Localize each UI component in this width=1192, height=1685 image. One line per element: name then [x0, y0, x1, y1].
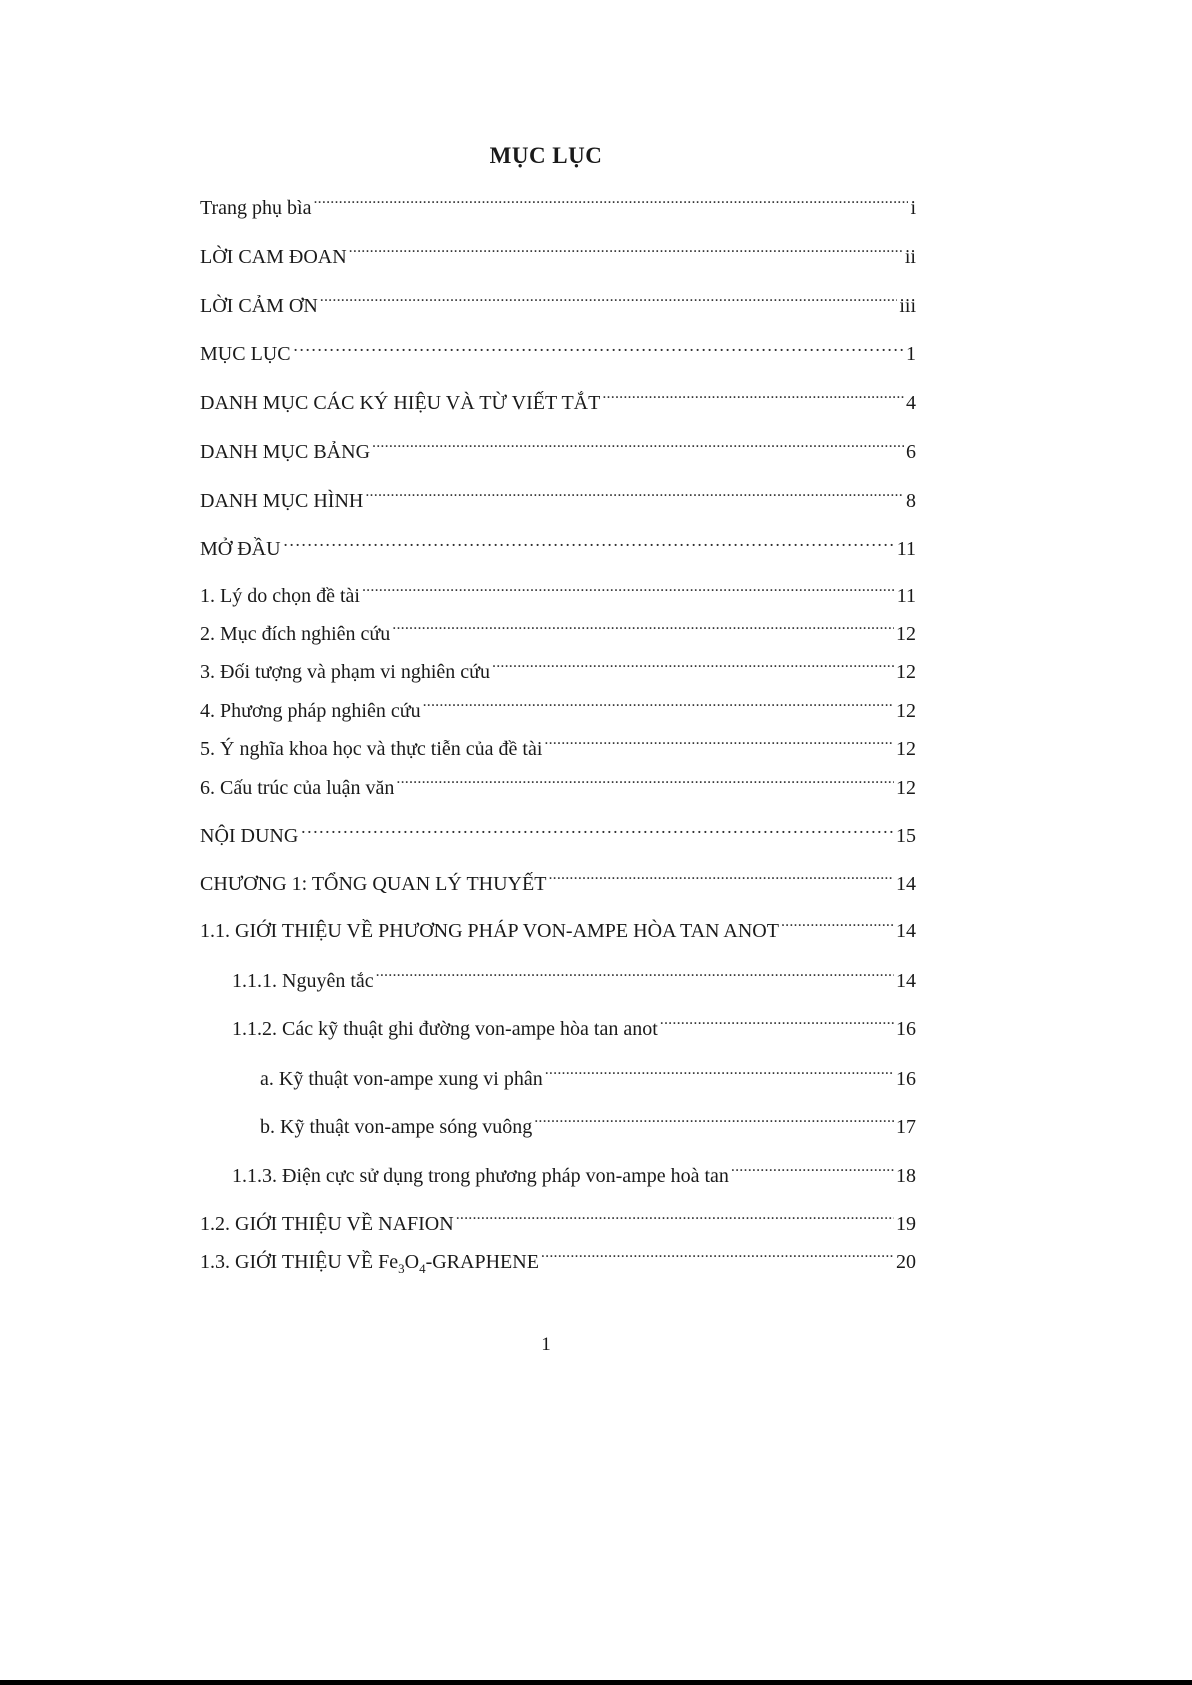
toc-entry-label: LỜI CAM ĐOAN [200, 246, 347, 268]
dot-leader [548, 860, 894, 890]
toc-entry[interactable] [200, 330, 916, 365]
toc-entry-label: 4. Phương pháp nghiên cứu [200, 700, 421, 722]
dot-leader [372, 428, 904, 458]
toc-entry-page: 20 [896, 1251, 916, 1273]
toc-entry[interactable] [200, 610, 916, 645]
toc-entry[interactable] [200, 725, 916, 760]
label-part: 1.3. GIỚI THIỆU VỀ Fe [200, 1251, 399, 1273]
dot-leader [660, 1005, 894, 1035]
toc-entry-page: 16 [896, 1068, 916, 1090]
toc-entry-page: 14 [896, 920, 916, 942]
dot-leader [349, 233, 903, 263]
toc-entry-label: 1.1.2. Các kỹ thuật ghi đường von-ampe hòa tan anot [232, 1018, 658, 1040]
toc-entry-page: 11 [896, 538, 916, 560]
toc-entry-page: 18 [896, 1165, 916, 1187]
toc-entry-label: 5. Ý nghĩa khoa học và thực tiễn của đề tài [200, 738, 543, 760]
ellipsis-leader [300, 812, 894, 842]
toc-entry-label: 1.1.3. Điện cực sử dụng trong phương pháp von-ampe hoà tan [232, 1165, 729, 1187]
ellipsis-leader [293, 330, 904, 360]
toc-entry-label: 1. Lý do chọn đề tài [200, 585, 360, 607]
toc-entry-label: NỘI DUNG [200, 825, 299, 847]
toc-entry-label: 1.2. GIỚI THIỆU VỀ NAFION [200, 1213, 454, 1235]
toc-entry-page: 12 [896, 623, 916, 645]
toc-entry-label: MỞ ĐẦU [200, 538, 281, 560]
toc-entry-page: 14 [896, 873, 916, 895]
bottom-divider [0, 1680, 1192, 1685]
subscript: 3 [398, 1261, 405, 1276]
toc-entry-label: 1.1.1. Nguyên tắc [232, 970, 374, 992]
toc-entry-page: i [910, 197, 916, 219]
dot-leader [376, 957, 894, 987]
toc-entry-label [200, 1247, 541, 1277]
toc-entry-page: 11 [896, 585, 916, 607]
dot-leader [396, 764, 894, 794]
dot-leader [365, 477, 904, 507]
ellipsis-leader [283, 525, 895, 555]
toc-entry-page: 12 [896, 700, 916, 722]
toc-entry-page: ii [904, 246, 916, 268]
dot-leader [492, 648, 894, 678]
toc-title: MỤC LỤC [489, 143, 603, 168]
dot-leader [544, 725, 894, 755]
toc-entry[interactable] [200, 1238, 916, 1276]
toc-entry-page: 17 [896, 1116, 916, 1138]
toc-entry[interactable] [200, 1103, 916, 1138]
dot-leader [731, 1152, 894, 1182]
toc-entry-label: MỤC LỤC [200, 343, 291, 365]
toc-entry-page: 16 [896, 1018, 916, 1040]
toc-entry[interactable] [200, 687, 916, 722]
toc-entry-label: a. Kỹ thuật von-ampe xung vi phân [260, 1068, 543, 1090]
toc-entry-label: DANH MỤC BẢNG [200, 441, 371, 463]
toc-entry[interactable] [200, 907, 916, 942]
toc-entry-label: 6. Cấu trúc của luận văn [200, 777, 395, 799]
toc-entry[interactable] [200, 1200, 916, 1235]
page-number: 1 [541, 1334, 551, 1355]
dot-leader [423, 687, 894, 717]
toc-entry[interactable] [200, 1005, 916, 1040]
toc-entry-page: 6 [906, 441, 916, 463]
dot-leader [534, 1103, 894, 1133]
dot-leader [456, 1200, 894, 1230]
toc-entry[interactable] [200, 812, 916, 847]
toc-entry[interactable] [200, 233, 916, 268]
toc-entry[interactable] [200, 860, 916, 895]
toc-entry-label: Trang phụ bìa [200, 197, 312, 219]
dot-leader [362, 572, 895, 602]
toc-entry[interactable] [200, 379, 916, 414]
toc-entry-page: 4 [906, 392, 916, 414]
toc-entry[interactable] [200, 525, 916, 560]
toc-entry[interactable] [200, 957, 916, 992]
toc-entry-page: 12 [896, 661, 916, 683]
toc-entry[interactable] [200, 184, 916, 219]
toc-entry[interactable] [200, 572, 916, 607]
toc-entry-page: 12 [896, 777, 916, 799]
toc-entry[interactable] [200, 282, 916, 317]
dot-leader [313, 184, 908, 214]
toc-entry-label: LỜI CẢM ƠN [200, 295, 318, 317]
toc-entry-label: CHƯƠNG 1: TỔNG QUAN LÝ THUYẾT [200, 873, 547, 895]
toc-entry-label: 1.1. GIỚI THIỆU VỀ PHƯƠNG PHÁP VON-AMPE HÒA TAN ANOT [200, 920, 779, 942]
dot-leader [541, 1238, 894, 1268]
toc-entry[interactable] [200, 1152, 916, 1187]
label-part: O [404, 1251, 420, 1273]
toc-entry[interactable] [200, 1055, 916, 1090]
subscript: 4 [419, 1261, 426, 1276]
toc-entry-page: 19 [896, 1213, 916, 1235]
dot-leader [392, 610, 894, 640]
toc-entry-label: 3. Đối tượng và phạm vi nghiên cứu [200, 661, 490, 683]
toc-entry-page: iii [899, 295, 916, 317]
toc-entry[interactable] [200, 428, 916, 463]
toc-entry-label: DANH MỤC HÌNH [200, 490, 364, 512]
dot-leader [545, 1055, 894, 1085]
toc-entry-page: 1 [906, 343, 916, 365]
toc-entry-page: 15 [896, 825, 916, 847]
dot-leader [602, 379, 904, 409]
toc-entry-label: b. Kỹ thuật von-ampe sóng vuông [260, 1116, 533, 1138]
toc-entry[interactable] [200, 648, 916, 683]
dot-leader [781, 907, 894, 937]
toc-entry-page: 8 [906, 490, 916, 512]
dot-leader [320, 282, 898, 312]
toc-entry[interactable] [200, 764, 916, 799]
toc-entry-page: 14 [896, 970, 916, 992]
label-part: -GRAPHENE [425, 1251, 539, 1273]
toc-entry-label: DANH MỤC CÁC KÝ HIỆU VÀ TỪ VIẾT TẮT [200, 392, 601, 414]
toc-entry-page: 12 [896, 738, 916, 760]
toc-entry-label: 2. Mục đích nghiên cứu [200, 623, 391, 645]
toc-entry[interactable] [200, 477, 916, 512]
